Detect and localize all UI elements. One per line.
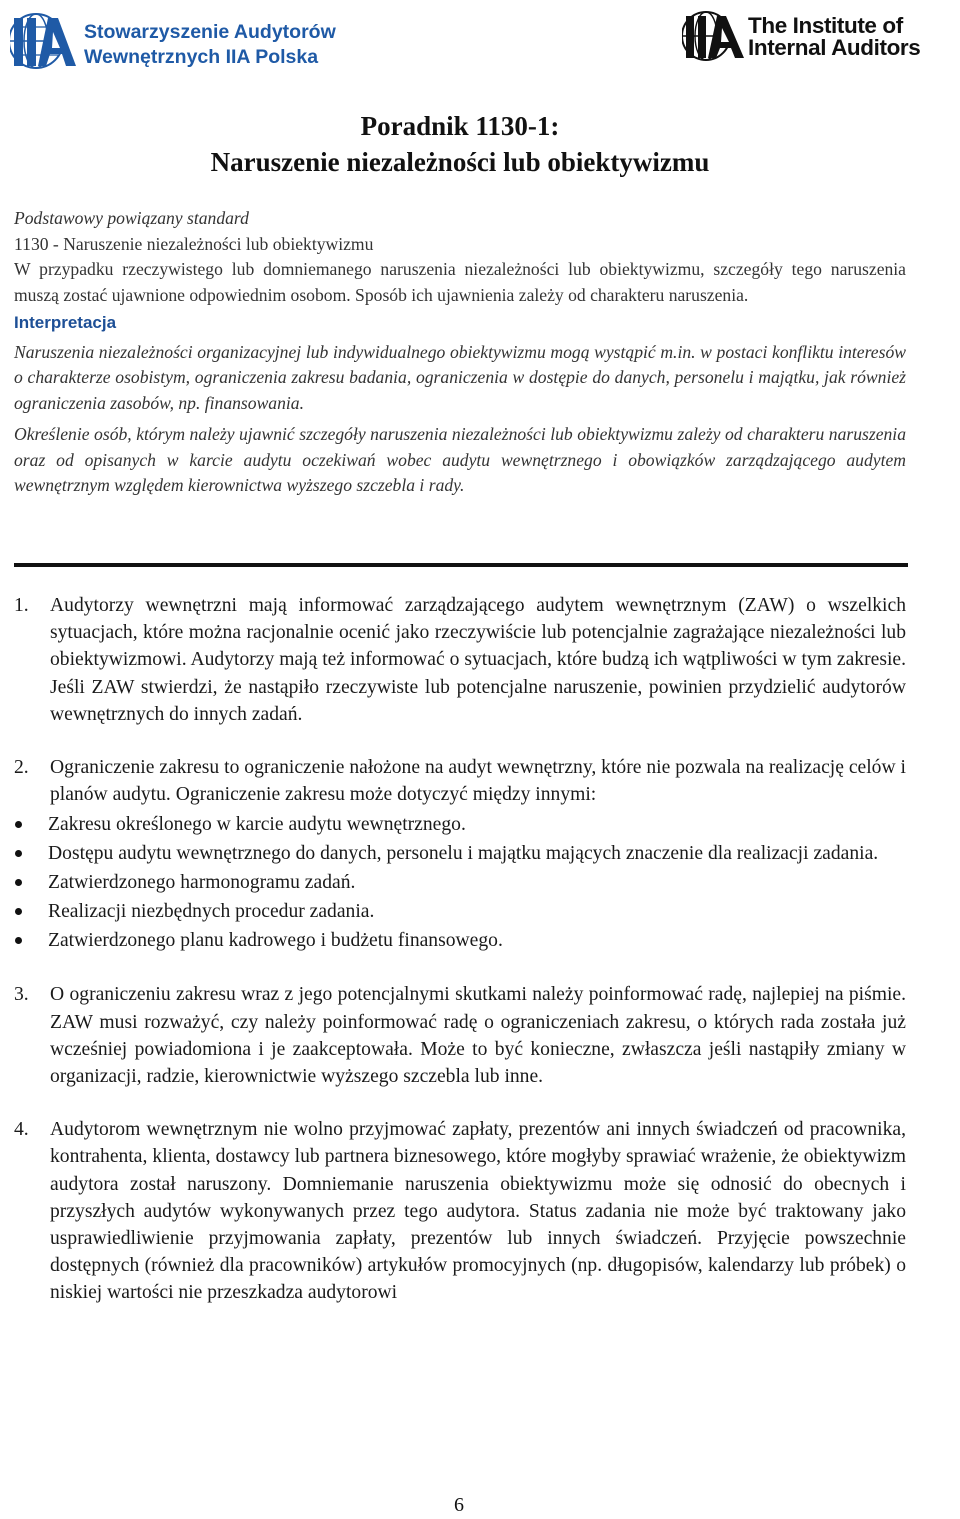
standard-section — [14, 206, 906, 499]
section-divider — [14, 563, 908, 567]
bullet-item: Zakresu określonego w karcie audytu wewnętrznego. — [14, 810, 906, 839]
scope-limitation-bullets — [14, 810, 906, 955]
logo-line-1: The Institute of — [748, 13, 903, 38]
iia-global-logo — [682, 6, 958, 66]
standard-label: Podstawowy powiązany standard — [14, 208, 249, 228]
interpretation-para-2: Określenie osób, którym należy ujawnić szczegóły naruszenia niezależności lub obiektywizmu zależy od charakteru naruszenia oraz od opisanych w karcie audytu oczekiwań wobec audytu wewnętrznego i obowiązków zarządzającego audytem wewnętrznym względem kierownictwa wyższego szczebla i rady. — [14, 424, 906, 495]
item-text: Audytorom wewnętrznym nie wolno przyjmować zapłaty, prezentów ani innych świadczeń od pracownika, kontrahenta, klienta, dostawcy lub partnera biznesowego, które mogłyby sprawiać wrażenie, że obiektywizm audytora został naruszony. Domniemanie naruszenia obiektywizmu może się odnosić do obecnych i przyszłych audytów wykonywanych przez tego audytora. Status zadania nie może być traktowany jako usprawiedliwienie przyjmowania zapłaty, prezentów lub innych świadczeń. Przyjęcie powszechnie dostępnych (również dla pracowników) artykułów promocyjnych (np. długopisów, kalendarzy lub próbek) o niskiej wartości nie przeszkadza audytorowi — [50, 1119, 906, 1304]
item-number: 3. — [14, 984, 29, 1006]
title-line-2: Naruszenie niezależności lub obiektywizmu — [210, 147, 710, 177]
page-number: 6 — [454, 1494, 464, 1516]
title-line-1: Poradnik 1130-1: — [360, 111, 560, 141]
iia-polska-logo — [10, 6, 370, 72]
list-item — [14, 592, 906, 728]
interpretation-para-1: Naruszenia niezależności organizacyjnej lub indywidualnego obiektywizmu mogą wystąpić m.in. w postaci konfliktu interesów o charakterze osobistym, ograniczenia zakresu badania, ograniczenia w dostępie do danych, personelu i majątku, jak również ograniczenia zasobów, np. finansowania. — [14, 341, 906, 413]
logo-line-2: Wewnętrznych IIA Polska — [84, 46, 319, 68]
item-text: O ograniczeniu zakresu wraz z jego potencjalnymi skutkami należy poinformować radę, najlepiej na piśmie. ZAW musi rozważyć, czy należy poinformować radę o ograniczeniach zakresu, o których rada została już wcześniej powiadomiona i je zaakceptowała. Może to być konieczne, zwłaszcza jeśli nastąpiły zmiany w organizacji, radzie, kierownictwie wyższego szczebla lub inne. — [50, 984, 906, 1088]
logo-line-2: Internal Auditors — [748, 35, 921, 60]
bullet-item: Zatwierdzonego planu kadrowego i budżetu finansowego. — [14, 926, 906, 955]
list-item — [14, 754, 906, 955]
bullet-icon — [15, 850, 22, 857]
item-number: 1. — [14, 595, 29, 616]
bullet-item: Zatwierdzonego harmonogramu zadań. — [14, 868, 906, 897]
document-title — [0, 108, 920, 180]
list-item — [14, 981, 906, 1090]
bullet-icon — [15, 908, 22, 915]
iia-polska-name — [84, 20, 336, 70]
iia-globe-icon — [682, 8, 748, 64]
bullet-item: Realizacji niezbędnych procedur zadania. — [14, 897, 906, 926]
interpretation-heading: Interpretacja — [14, 313, 117, 332]
guidance-list — [14, 592, 906, 1333]
item-number: 4. — [14, 1119, 29, 1141]
item-number: 2. — [14, 757, 29, 779]
iia-global-name — [748, 15, 920, 59]
item-text: Ograniczenie zakresu to ograniczenie nałożone na audyt wewnętrzny, które nie pozwala na realizację celów i planów audytu. Ograniczenie zakresu może dotyczyć między innymi: — [50, 757, 906, 806]
bullet-icon — [15, 937, 22, 944]
iia-globe-icon — [10, 10, 80, 72]
item-text: Audytorzy wewnętrzni mają informować zarządzającego audytem wewnętrznym (ZAW) o wszelkich sytuacjach, które można racjonalnie ocenić jako rzeczywiście lub potencjalnie zagrażające niezależności lub obiektywizmowi. Audytorzy mają też informować o sytuacjach, które budzą ich wątpliwości w tym zakresie. Jeśli ZAW stwierdzi, że nastąpiło rzeczywiste lub potencjalne naruszenie, powinien przydzielić audytorów wewnętrznych do innych zadań. — [50, 595, 906, 725]
standard-name: 1130 - Naruszenie niezależności lub obiektywizmu — [14, 233, 374, 254]
list-item — [14, 1116, 906, 1306]
logo-line-1: Stowarzyszenie Audytorów — [84, 21, 336, 43]
bullet-item: Dostępu audytu wewnętrznego do danych, personelu i majątku mających znaczenie dla realizacji zadania. — [14, 839, 906, 868]
bullet-icon — [15, 879, 22, 886]
standard-text: W przypadku rzeczywistego lub domniemanego naruszenia niezależności lub obiektywizmu, szczegóły tego naruszenia muszą zostać ujawnione odpowiednim osobom. Sposób ich ujawnienia zależy od charakteru naruszenia. — [14, 259, 906, 305]
bullet-icon — [15, 821, 22, 828]
page-header — [0, 0, 960, 80]
